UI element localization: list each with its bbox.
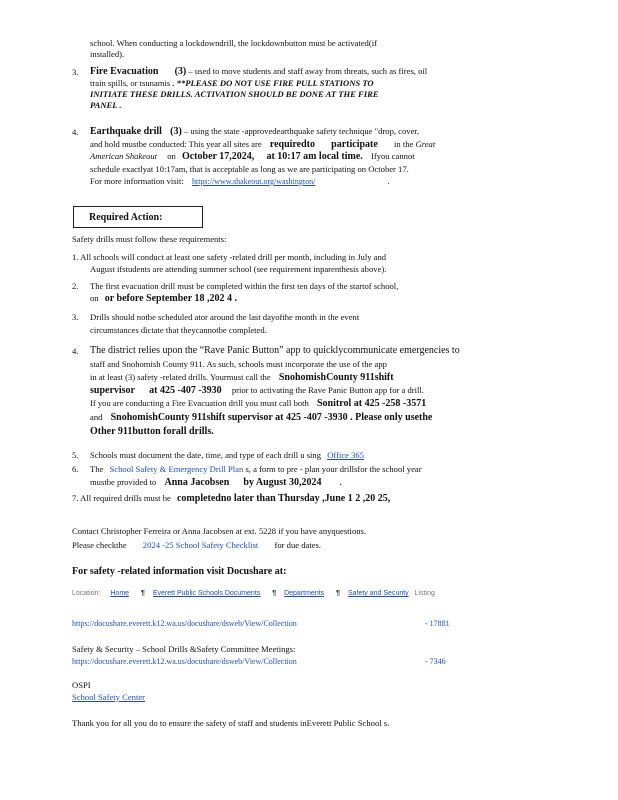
req-2-line-1: The first evacuation drill must be completed within the first ten days of the startof school, [90,281,399,291]
req-2-number: 2. [72,281,79,291]
req-6-text-2: mustbe provided to [90,477,157,487]
req-6-text: s, a form to pre - plan your drillsfor the school year [245,464,422,474]
req-4-snohomish-1: SnohomishCounty 911shift [278,372,394,383]
crumb-separator-icon: ¶ [141,590,145,597]
req-4-line-5 [90,398,542,409]
item-3-text-2: train spills, or tsunamis [90,78,171,88]
req-5-number: 5. [72,450,79,460]
req-3-number: 3. [72,312,79,322]
req-4-text-5: If you are conducting a Fire Evacuation drill you must call both [90,398,309,408]
intro-line-2: installed). [90,49,125,59]
item-4-shakeout: American Shakeout [90,151,158,161]
intro-line-1: school. When conducting a lockdowndrill, the lockdownbutton must be activated(if [90,38,377,48]
req-4-line-4 [90,385,542,396]
office-365-link[interactable]: Office 365 [327,450,365,460]
item-4-line-2 [90,139,542,150]
closing-line: Thank you for all you do to ensure the safety of staff and students inEverett Public School s. [72,718,390,728]
safety-checklist-link[interactable]: 2024 -25 School Safety Checklist [142,540,259,550]
crumb-safety-security[interactable]: Safety and Security [347,590,409,597]
item-4-text-3e: Ifyou cannot [370,151,415,161]
req-4-line-1: The district relies upon the “Rave Panic Button” app to quicklycommunicate emergencies to [90,345,460,356]
req-2-on: on [90,293,99,303]
item-3-line-1 [90,66,542,77]
docushare-heading: For safety -related information visit Docushare at: [72,566,287,577]
item-4-text-2a: and hold mustbe conducted: This year all sites are [90,139,262,149]
crumb-location-label: Location: [72,590,101,597]
item-3-paren: (3) [174,66,187,77]
req-4-text-4: prior to activating the Rave Panic Button app for a drill. [231,385,424,395]
req-7-text: 7. All required drills must be [72,493,171,503]
req-4-line-6 [90,412,542,423]
drill-plan-link[interactable]: School Safety & Emergency Drill Plan [109,464,244,474]
req-3-line-1: Drills should notbe scheduled ator around the last dayofthe month in the event [90,312,360,322]
item-4-line-4: schedule exactlyat 10:17am, that is acceptable as long as we are participating on October 17. [90,164,409,174]
contact-check: Please checkthe [72,540,127,550]
item-4-line-1 [90,126,542,137]
req-6-line-1 [90,464,542,475]
req-3-line-2: circumstances dictate that theycannotbe completed. [90,325,267,335]
shakeout-link[interactable]: https://www.shakeout.org/washington/ [191,177,316,186]
item-4-visit: For more information visit: [90,176,184,186]
docushare-url-1[interactable]: https://docushare.everett.k12.wa.us/docushare/dsweb/View/Collection [72,619,297,628]
item-4-period: . [387,176,390,186]
req-6-anna: Anna Jacobsen [164,477,230,488]
item-4-participate: participate [331,139,378,150]
req-2-line-2 [90,293,542,304]
req-4-snohomish-2: SnohomishCounty 911shift supervisor at 425 -407 -3930 . Please only usethe [110,412,433,423]
crumb-departments[interactable]: Departments [284,590,325,597]
req-5-text: Schools must document the date, time, and type of each drill u sing [90,450,322,460]
crumb-separator-icon: ¶ [336,590,341,597]
req-4-supervisor: supervisor [90,385,135,396]
req-4-text-3: in at least (3) safety -related drills. Yourmust call the [90,372,271,382]
item-3-text-1: – used to move students and staff away from threats, such as fires, oil [188,66,428,76]
ospi-label: OSPI [72,680,91,690]
item-4-line-5 [90,176,542,187]
req-6-the: The [90,464,104,474]
item-4-required: requiredto [269,139,316,150]
docushare-url-1-id[interactable]: - 17881 [425,619,450,628]
crumb-home[interactable]: Home [110,590,130,597]
ospi-line [72,692,542,703]
item-4-title: Earthquake drill [90,126,162,137]
item-3-number: 3. [72,67,79,77]
req-7-line-1 [72,493,542,504]
req-4-line-7: Other 911button forall drills. [90,426,214,437]
contact-due: for due dates. [274,540,322,550]
item-4-line-3 [90,151,542,162]
req-6-period: . [339,477,342,487]
item-4-great: Great [415,139,436,149]
req-5-line-1 [90,450,542,461]
crumb-listing: Listing [414,590,435,597]
req-4-sonitrol: Sonitrol at 425 -258 -3571 [317,398,427,409]
crumb-eps-docs[interactable]: Everett Public Schools Documents [152,590,261,597]
requirements-intro: Safety drills must follow these requirements: [72,234,227,244]
item-4-on: on [167,151,176,161]
item-4-text-1: – using the state -approvedearthquake safety technique "drop, cover, [183,126,420,136]
item-4-date: October 17,2024, [181,151,255,162]
crumb-separator-icon: ¶ [272,590,277,597]
req-6-line-2 [90,477,542,488]
item-3-line-2 [90,78,542,89]
contact-line-2 [72,540,542,551]
req-4-and: and [90,412,103,422]
item-3-warning-2: INITIATE THESE DRILLS. ACTIVATION SHOULD BE DONE AT THE FIRE [90,89,379,99]
item-4-time: at 10:17 am local time. [266,151,363,162]
required-action-box [73,206,203,228]
item-4-number: 4. [72,127,79,137]
req-1-line-1: 1. All schools will conduct at least one safety -related drill per month, including in July and [72,252,387,262]
item-3-warning-1: . **PLEASE DO NOT USE FIRE PULL STATIONS TO [172,78,374,88]
docushare-url-2[interactable]: https://docushare.everett.k12.wa.us/docushare/dsweb/View/Collection [72,657,297,666]
item-3-warning-3: PANEL . [90,100,122,110]
required-action-heading: Required Action: [89,212,163,223]
item-3-title: Fire Evacuation [90,66,159,77]
req-2-date: or before September 18 ,202 4 . [104,293,237,304]
item-4-paren: (3) [170,126,182,137]
req-7-deadline: completedno later than Thursday ,June 1 2 ,20 25, [176,493,391,504]
req-4-phone-1: at 425 -407 -3930 [149,385,222,396]
req-6-deadline: by August 30,2024 [243,477,322,488]
school-safety-center-link[interactable]: School Safety Center [72,692,146,702]
item-4-text-2d: in the [393,139,414,149]
docushare-url-2-id[interactable]: - 7346 [425,657,446,666]
req-6-number: 6. [72,464,79,474]
contact-line-1: Contact Christopher Ferreira or Anna Jacobsen at ext. 5228 if you have anyquestions. [72,526,367,536]
meetings-label: Safety & Security – School Drills &Safety Committee Meetings: [72,644,296,654]
req-4-line-3 [90,372,542,383]
breadcrumb [72,588,435,599]
req-4-number: 4. [72,346,79,356]
req-1-line-2: August ifstudents are attending summer school (see requirement inparenthesis above). [90,264,387,274]
req-4-line-2: staff and Snohomish County 911. As such, schools must incorporate the use of the app [90,359,387,369]
